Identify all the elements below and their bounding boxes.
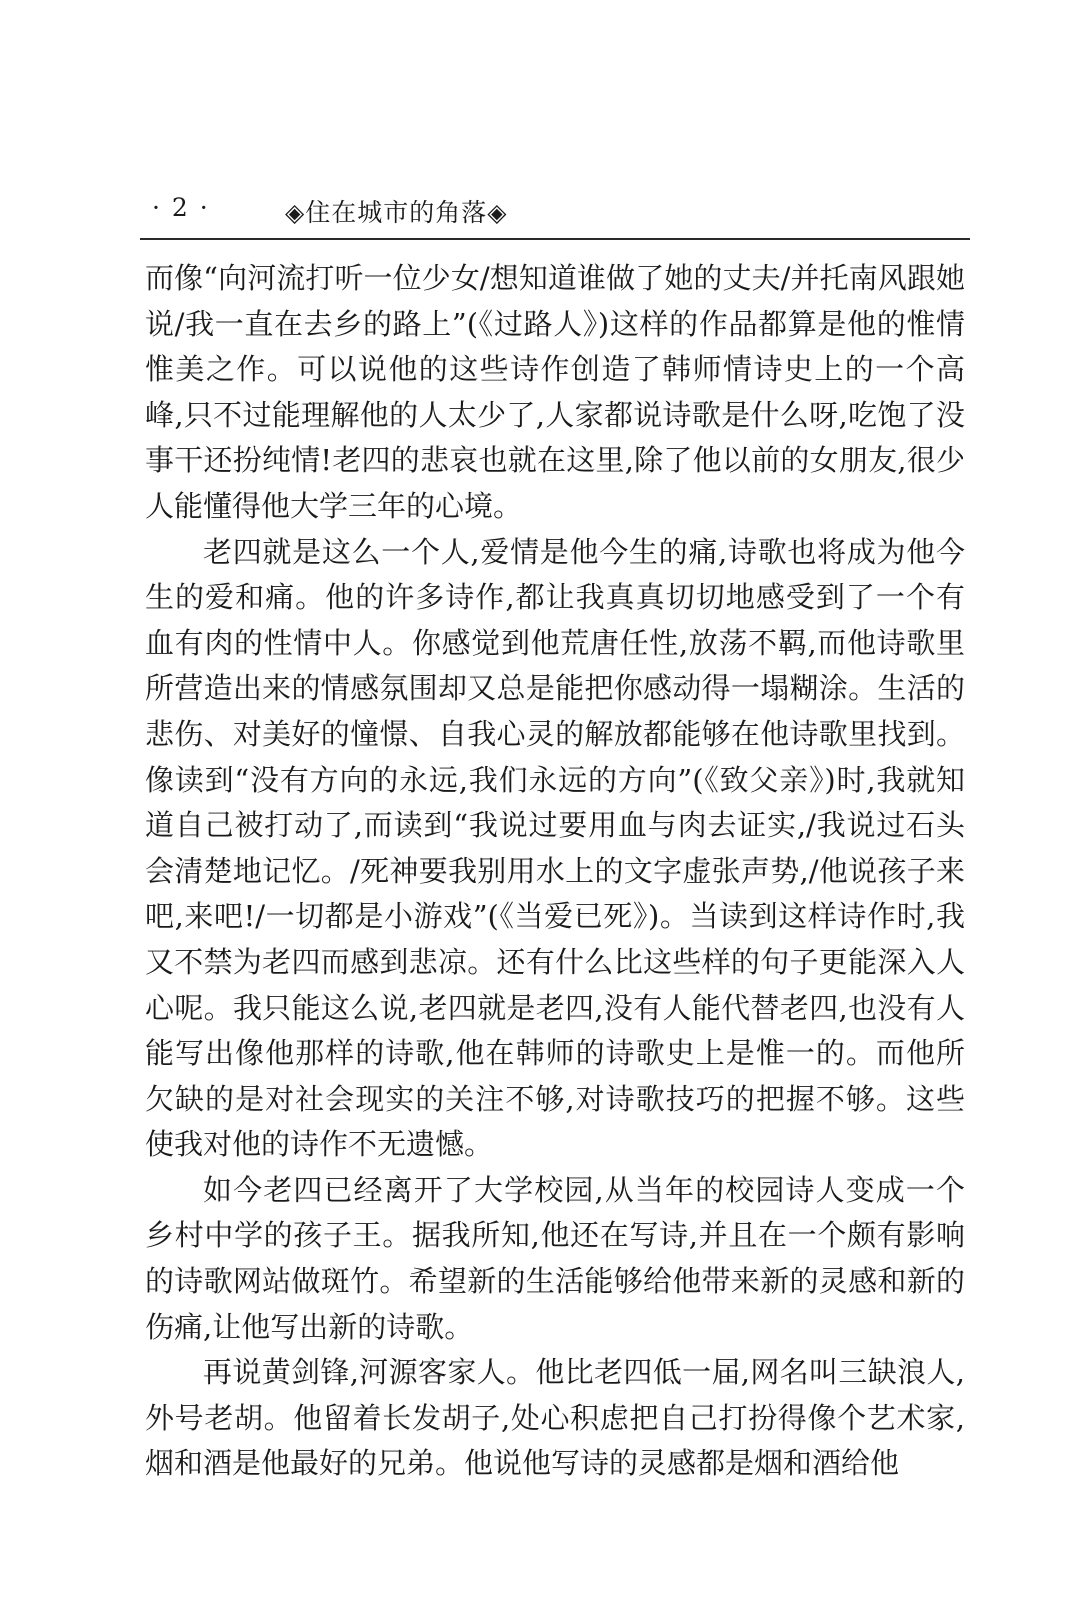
- page-header: [140, 185, 970, 235]
- body-text: [145, 256, 965, 1487]
- header-rule: [140, 238, 970, 240]
- paragraph-3: 如今老四已经离开了大学校园,从当年的校园诗人变成一个乡村中学的孩子王。据我所知,他还在写诗,并且在一个颇有影响的诗歌网站做斑竹。希望新的生活能够给他带来新的灵感和新的伤痛,让他写出新的诗歌。: [145, 1172, 965, 1344]
- paragraph-2: 老四就是这么一个人,爱情是他今生的痛,诗歌也将成为他今生的爱和痛。他的许多诗作,都让我真真切切地感受到了一个有血有肉的性情中人。你感觉到他荒唐任性,放荡不羁,而他诗歌里所营造出来的情感氛围却又总是能把你感动得一塌糊涂。生活的悲伤、对美好的憧憬、自我心灵的解放都能够在他诗歌里找到。像读到“没有方向的永远,我们永远的方向”(《致父亲》)时,我就知道自己被打动了,而读到“我说过要用血与肉去证实,/我说过石头会清楚地记忆。/死神要我别用水上的文字虚张声势,/他说孩子来吧,来吧!/一切都是小游戏”(《当爱已死》)。当读到这样诗作时,我又不禁为老四而感到悲凉。还有什么比这些样的句子更能深入人心呢。我只能这么说,老四就是老四,没有人能代替老四,也没有人能写出像他那样的诗歌,他在韩师的诗歌史上是惟一的。而他所欠缺的是对社会现实的关注不够,对诗歌技巧的把握不够。这些使我对他的诗作不无遗憾。: [145, 534, 965, 1162]
- paragraph-4: 再说黄剑锋,河源客家人。他比老四低一届,网名叫三缺浪人,外号老胡。他留着长发胡子,处心积虑把自己打扮得像个艺术家,烟和酒是他最好的兄弟。他说他写诗的灵感都是烟和酒给他: [145, 1355, 965, 1481]
- page-number: · 2 ·: [152, 193, 210, 222]
- paragraph-1: 而像“向河流打听一位少女/想知道谁做了她的丈夫/并托南风跟她说/我一直在去乡的路上”(《过路人》)这样的作品都算是他的惟情惟美之作。可以说他的这些诗作创造了韩师情诗史上的一个高峰,只不过能理解他的人太少了,人家都说诗歌是什么呀,吃饱了没事干还扮纯情!老四的悲哀也就在这里,除了他以前的女朋友,很少人能懂得他大学三年的心境。: [145, 261, 965, 523]
- running-title: ◈住在城市的角落◈: [285, 198, 508, 227]
